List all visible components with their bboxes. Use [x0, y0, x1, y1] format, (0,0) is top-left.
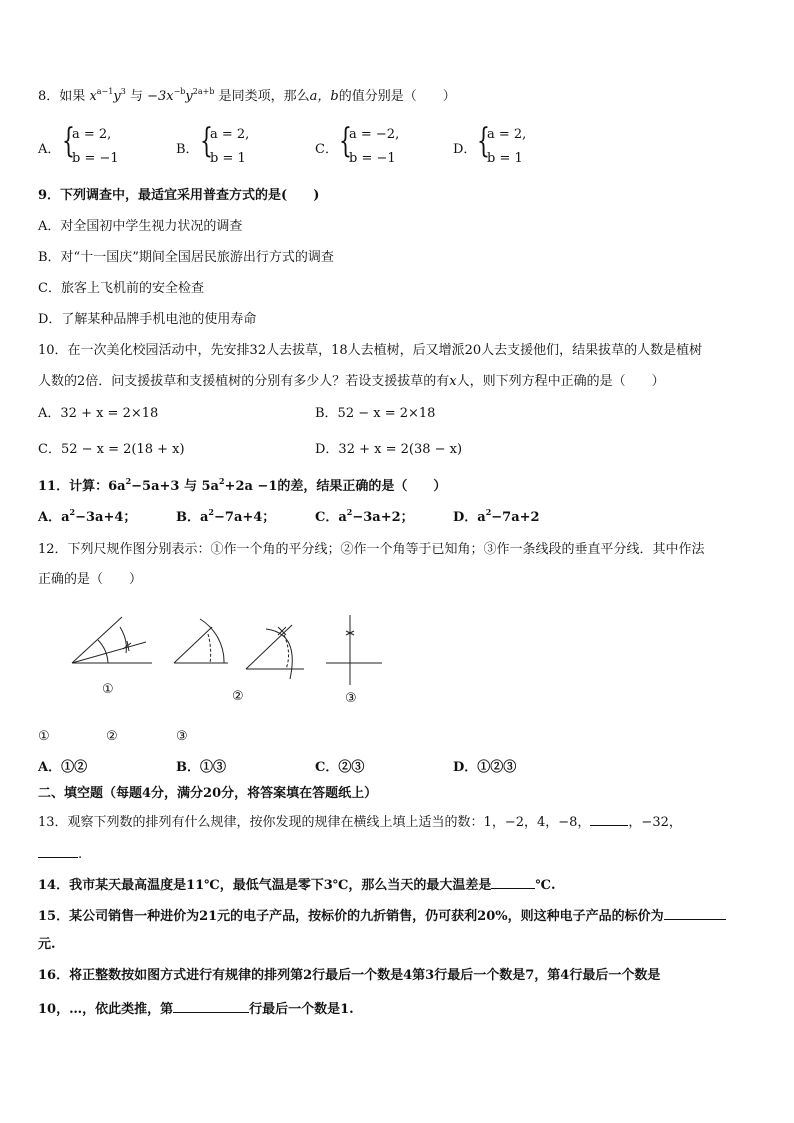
q13-end: .: [78, 847, 83, 862]
q14-stem: [38, 874, 556, 895]
q11-option-b-sq: 2: [208, 507, 214, 517]
q8-term1-y: y: [113, 89, 121, 104]
q12-figure-3-label: ③: [345, 691, 357, 706]
q8-pre: 如果: [59, 89, 86, 104]
q13-stem: [38, 811, 682, 832]
q13-blank-2[interactable]: [38, 843, 78, 858]
q11-option-a-pre: A．a: [38, 510, 70, 525]
q11-option-d-post: −7a+2: [491, 510, 540, 525]
q8-option-b-letter: B．: [176, 142, 199, 157]
q12-option-b: B．①③: [176, 760, 226, 775]
q8-option-c-line1: a = −2,: [349, 127, 400, 142]
q12-stem-line2: 正确的是（ ）: [38, 572, 143, 587]
q11-stem: [38, 478, 446, 496]
q9-option-c: C．旅客上飞机前的安全检查: [38, 281, 204, 296]
q15-stem: [38, 905, 726, 926]
q12-stem-line1: 12．下列尺规作图分别表示：①作一个角的平分线；②作一个角等于已知角；③作一条线段的垂直平分线．其中作法: [38, 542, 705, 557]
q11-option-a-post: −3a+4；: [75, 510, 137, 525]
q11-option-c-post: −3a+2；: [352, 510, 414, 525]
q14-unit: ℃.: [535, 878, 556, 893]
q10-stem-line1: 10．在一次美化校园活动中，先安排32人去拔草，18人去植树，后又增派20人去支援他们，结果拔草的人数是植树: [38, 343, 703, 358]
q10-variable: x: [449, 374, 457, 389]
q8-term2-y-exp: 2a+b: [192, 87, 215, 96]
q8-option-b-line2: b = 1: [210, 151, 246, 166]
q9-stem: 9．下列调查中，最适宜采用普查方式的是( ): [38, 188, 320, 203]
q11-sq1: 2: [125, 476, 132, 486]
q12-option-c: C．②③: [315, 760, 365, 775]
q11-option-d-pre: D．a: [453, 510, 486, 525]
q8-vars: a，b: [309, 89, 339, 104]
q10-stem-line2b: 人，则下列方程中正确的是（ ）: [456, 374, 665, 389]
q13-stem-text: 13．观察下列数的排列有什么规律，按你发现的规律在横线上填上适当的数：1，−2，4，−8，: [38, 815, 591, 830]
q8-term1-y-exp: 3: [120, 87, 126, 96]
q9-option-d: D．了解某种品牌手机电池的使用寿命: [38, 312, 257, 327]
q12-figure-1: [72, 617, 152, 663]
q12-row-label-3: ③: [176, 729, 188, 744]
q10-option-a: A．32 + x = 2×18: [38, 406, 159, 421]
q8-mid: 与: [129, 89, 143, 104]
q8-option-c-letter: C．: [315, 142, 338, 157]
q8-option-a-line2: b = −1: [72, 151, 119, 166]
q8-term2-y: y: [185, 89, 193, 104]
q13-after: ，−32，: [628, 815, 682, 830]
q8-option-a-brace: {: [62, 121, 75, 161]
q11-stem-pre: 11．计算：6a: [38, 479, 126, 494]
q8-number: 8．: [38, 89, 60, 104]
q8-term2-exp: −b: [173, 87, 186, 96]
q12-figure-2-label: ②: [232, 689, 244, 704]
q10-stem-line2a: 人数的2倍．问支援拔草和支援植树的分别有多少人？若设支援拔草的有: [38, 374, 450, 389]
q8-option-c-brace: {: [339, 121, 352, 161]
q14-blank[interactable]: [491, 874, 535, 889]
q16-stem-line2b: 行最后一个数是1.: [249, 1002, 354, 1017]
q11-stem-mid1: −5a+3 与 5a: [131, 479, 219, 494]
q8-option-a-line1: a = 2,: [72, 127, 112, 142]
q11-sq2: 2: [218, 476, 225, 486]
q11-option-d-sq: 2: [485, 507, 492, 517]
q12-figure-2: [174, 619, 228, 663]
q13-line2: [38, 843, 82, 864]
q8-term1-exp: a−1: [96, 87, 114, 96]
q8-option-c-line2: b = −1: [349, 151, 396, 166]
q8-post: 是同类项，那么: [218, 89, 310, 104]
q10-option-b: B．52 − x = 2×18: [315, 406, 436, 421]
q8-option-d-line2: b = 1: [487, 151, 523, 166]
q8-option-d-brace: {: [477, 121, 490, 161]
q8-option-d-letter: D．: [453, 142, 477, 157]
q8-term2: −3x: [147, 89, 174, 104]
q10-option-d: D．32 + x = 2(38 − x): [315, 442, 463, 457]
q11-stem-mid2: +2a −1的差，结果正确的是（ ）: [224, 479, 447, 494]
q13-blank-1[interactable]: [590, 811, 628, 826]
q9-option-a: A．对全国初中学生视力状况的调查: [38, 219, 243, 234]
q11-option-a: [38, 509, 136, 527]
q11-option-b-pre: B．a: [176, 510, 209, 525]
q12-option-d: D．①②③: [453, 760, 517, 775]
q15-blank[interactable]: [664, 905, 726, 920]
q12-figures: [60, 605, 400, 710]
q11-option-d: [453, 509, 540, 527]
q15-unit: 元.: [38, 937, 56, 952]
q8-term1: x: [89, 89, 97, 104]
q16-stem-line2a: 10，…，依此类推，第: [38, 1002, 174, 1017]
q8-option-b-brace: {: [200, 121, 213, 161]
q9-option-b: B．对“十一国庆”期间全国居民旅游出行方式的调查: [38, 250, 334, 265]
q12-row-label-1: ①: [38, 729, 50, 744]
q12-figure-1-label: ①: [102, 682, 114, 697]
q12-figure-4: [326, 615, 382, 685]
q11-option-c: [315, 509, 414, 527]
q12-figure-3: [246, 625, 304, 679]
q11-option-c-sq: 2: [346, 507, 353, 517]
q8-option-a-letter: A．: [38, 142, 61, 157]
q8-tail: 的值分别是（ ）: [338, 89, 456, 104]
q14-stem-text: 14．我市某天最高温度是11℃，最低气温是零下3℃，那么当天的最大温差是: [38, 878, 492, 893]
q11-option-a-sq: 2: [69, 507, 76, 517]
q10-stem-line2: [38, 373, 665, 391]
q8-stem: [38, 88, 456, 106]
q10-option-c: C．52 − x = 2(18 + x): [38, 442, 185, 457]
q15-stem-text: 15．某公司销售一种进价为21元的电子产品，按标价的九折销售，仍可获利20%，则这种电子产品的标价为: [38, 909, 664, 924]
q11-option-b: [176, 509, 275, 527]
q8-option-d-line1: a = 2,: [487, 127, 527, 142]
q16-stem-line2: [38, 998, 354, 1019]
q8-option-b-line1: a = 2,: [210, 127, 250, 142]
q11-option-b-post: −7a+4；: [214, 510, 276, 525]
q16-blank[interactable]: [173, 998, 249, 1013]
q16-stem-line1: 16．将正整数按如图方式进行有规律的排列第2行最后一个数是4第3行最后一个数是7，第4行最后一个数是: [38, 968, 661, 983]
q12-row-label-2: ②: [106, 729, 118, 744]
section-2-heading: 二、填空题（每题4分，满分20分，将答案填在答题纸上）: [38, 786, 378, 801]
q12-option-a: A．①②: [38, 760, 88, 775]
q11-option-c-pre: C．a: [315, 510, 347, 525]
